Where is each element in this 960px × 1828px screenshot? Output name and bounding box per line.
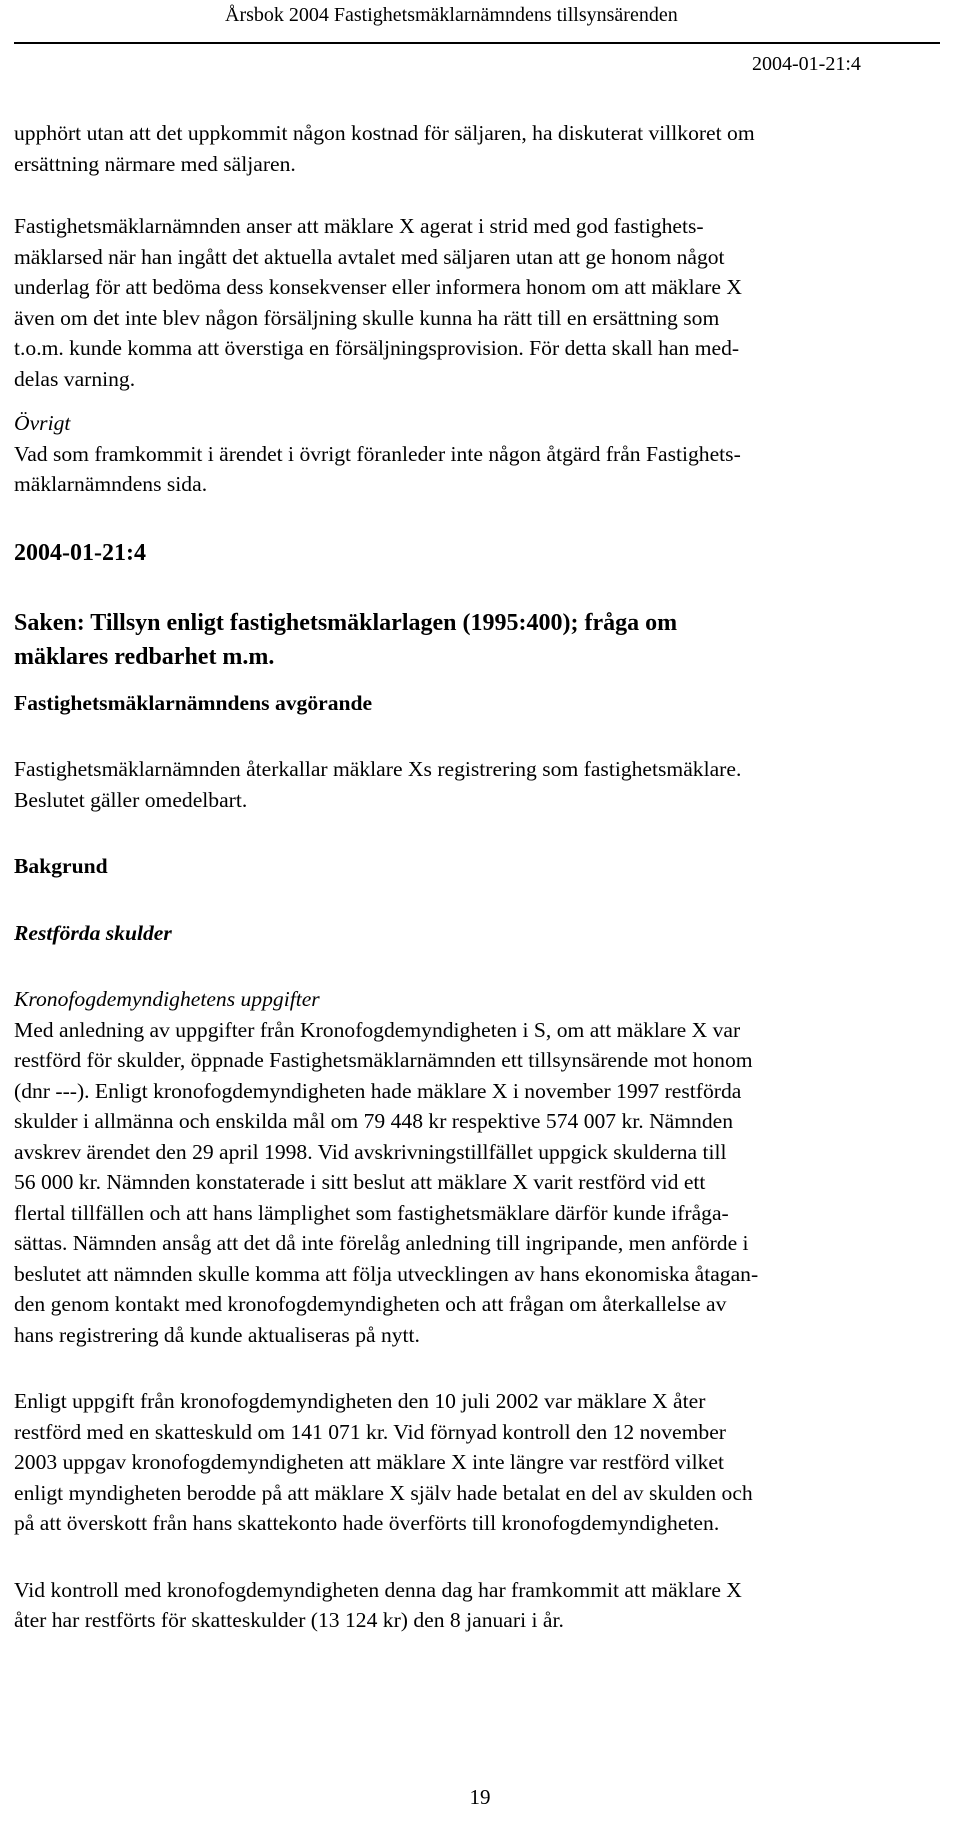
debts-heading: Restförda skulder [14, 920, 172, 945]
text-line: enligt myndigheten berodde på att mäklare X själv hade betalat en del av skulden och [14, 1480, 753, 1505]
previous-case-paragraph-1 [14, 118, 944, 179]
text-line: hans registrering då kunde aktualiseras på nytt. [14, 1322, 420, 1347]
kfm-section [14, 984, 944, 1350]
text-line: Fastighetsmäklarnämnden återkallar mäklare Xs registrering som fastighetsmäklare. [14, 757, 742, 781]
case-subject-heading [14, 606, 944, 674]
text-line: sättas. Nämnden ansåg att det då inte förelåg anledning till ingripande, men anförde i [14, 1231, 749, 1255]
paragraph-2002 [14, 1386, 944, 1539]
ovrigt-heading: Övrigt [14, 411, 71, 435]
text-line: ersättning närmare med säljaren. [14, 151, 296, 176]
case-number-heading: 2004-01-21:4 [14, 539, 146, 566]
text-line: Med anledning av uppgifter från Kronofogdemyndigheten i S, om att mäklare X var [14, 1017, 741, 1042]
text-line: upphört utan att det uppkommit någon kostnad för säljaren, ha diskuterat villkoret om [14, 121, 755, 145]
running-header-case-number: 2004-01-21:4 [752, 53, 861, 75]
text-line: Beslutet gäller omedelbart. [14, 787, 248, 812]
ovrigt-section [14, 408, 944, 500]
page-number: 19 [469, 1785, 491, 1809]
decision-paragraph [14, 754, 944, 815]
text-line: Vad som framkommit i ärendet i övrigt föranleder inte någon åtgärd från Fastighets- [14, 441, 741, 466]
text-line: även om det inte blev någon försäljning skulle kunna ha rätt till en ersättning som [14, 305, 720, 330]
text-line: Enligt uppgift från kronofogdemyndigheten den 10 juli 2002 var mäklare X åter [14, 1389, 706, 1413]
previous-case-paragraph-2 [14, 211, 944, 394]
document-body [14, 118, 944, 1636]
text-line: restförd för skulder, öppnade Fastighetsmäklarnämnden ett tillsynsärende mot honom [14, 1048, 753, 1072]
text-line: t.o.m. kunde komma att överstiga en försäljningsprovision. För detta skall han med- [14, 336, 740, 360]
text-line: mäklarnämndens sida. [14, 472, 208, 496]
text-line: flertal tillfällen och att hans lämplighet som fastighetsmäklare därför kunde ifråga- [14, 1200, 729, 1225]
header-divider [14, 42, 940, 44]
background-heading: Bakgrund [14, 854, 108, 878]
text-line: den genom kontakt med kronofogdemyndigheten och att frågan om återkallelse av [14, 1292, 727, 1316]
text-line: 56 000 kr. Nämnden konstaterade i sitt beslut att mäklare X varit restförd vid ett [14, 1170, 706, 1194]
text-line: åter har restförts för skatteskulder (13 124 kr) den 8 januari i år. [14, 1608, 564, 1632]
text-line: beslutet att nämnden skulle komma att följa utvecklingen av hans ekonomiska åtagan- [14, 1261, 759, 1286]
text-line: Fastighetsmäklarnämnden anser att mäklare X agerat i strid med god fastighets- [14, 214, 704, 238]
text-line: mäklarsed när han ingått det aktuella avtalet med säljaren utan att ge honom något [14, 244, 725, 269]
running-header-title: Årsbok 2004 Fastighetsmäklarnämndens tillsynsärenden [225, 4, 678, 26]
text-line: 2003 uppgav kronofogdemyndigheten att mäklare X inte längre var restförd vilket [14, 1450, 724, 1474]
kfm-heading: Kronofogdemyndighetens uppgifter [14, 987, 320, 1011]
decision-heading: Fastighetsmäklarnämndens avgörande [14, 690, 373, 715]
text-line: skulder i allmänna och enskilda mål om 79 448 kr respektive 574 007 kr. Nämnden [14, 1109, 734, 1133]
text-line: avskrev ärendet den 29 april 1998. Vid avskrivningstillfället uppgick skulderna till [14, 1139, 727, 1164]
subject-line: mäklares redbarhet m.m. [14, 643, 275, 670]
paragraph-today [14, 1575, 944, 1636]
text-line: (dnr ---). Enligt kronofogdemyndigheten hade mäklare X i november 1997 restförda [14, 1078, 742, 1103]
text-line: restförd med en skatteskuld om 141 071 kr. Vid förnyad kontroll den 12 november [14, 1419, 726, 1444]
text-line: på att överskott från hans skattekonto hade överförts till kronofogdemyndigheten. [14, 1511, 720, 1535]
text-line: underlag för att bedöma dess konsekvenser eller informera honom om att mäklare X [14, 275, 742, 299]
text-line: Vid kontroll med kronofogdemyndigheten denna dag har framkommit att mäklare X [14, 1577, 742, 1602]
subject-line: Saken: Tillsyn enligt fastighetsmäklarlagen (1995:400); fråga om [14, 609, 678, 636]
text-line: delas varning. [14, 366, 136, 391]
